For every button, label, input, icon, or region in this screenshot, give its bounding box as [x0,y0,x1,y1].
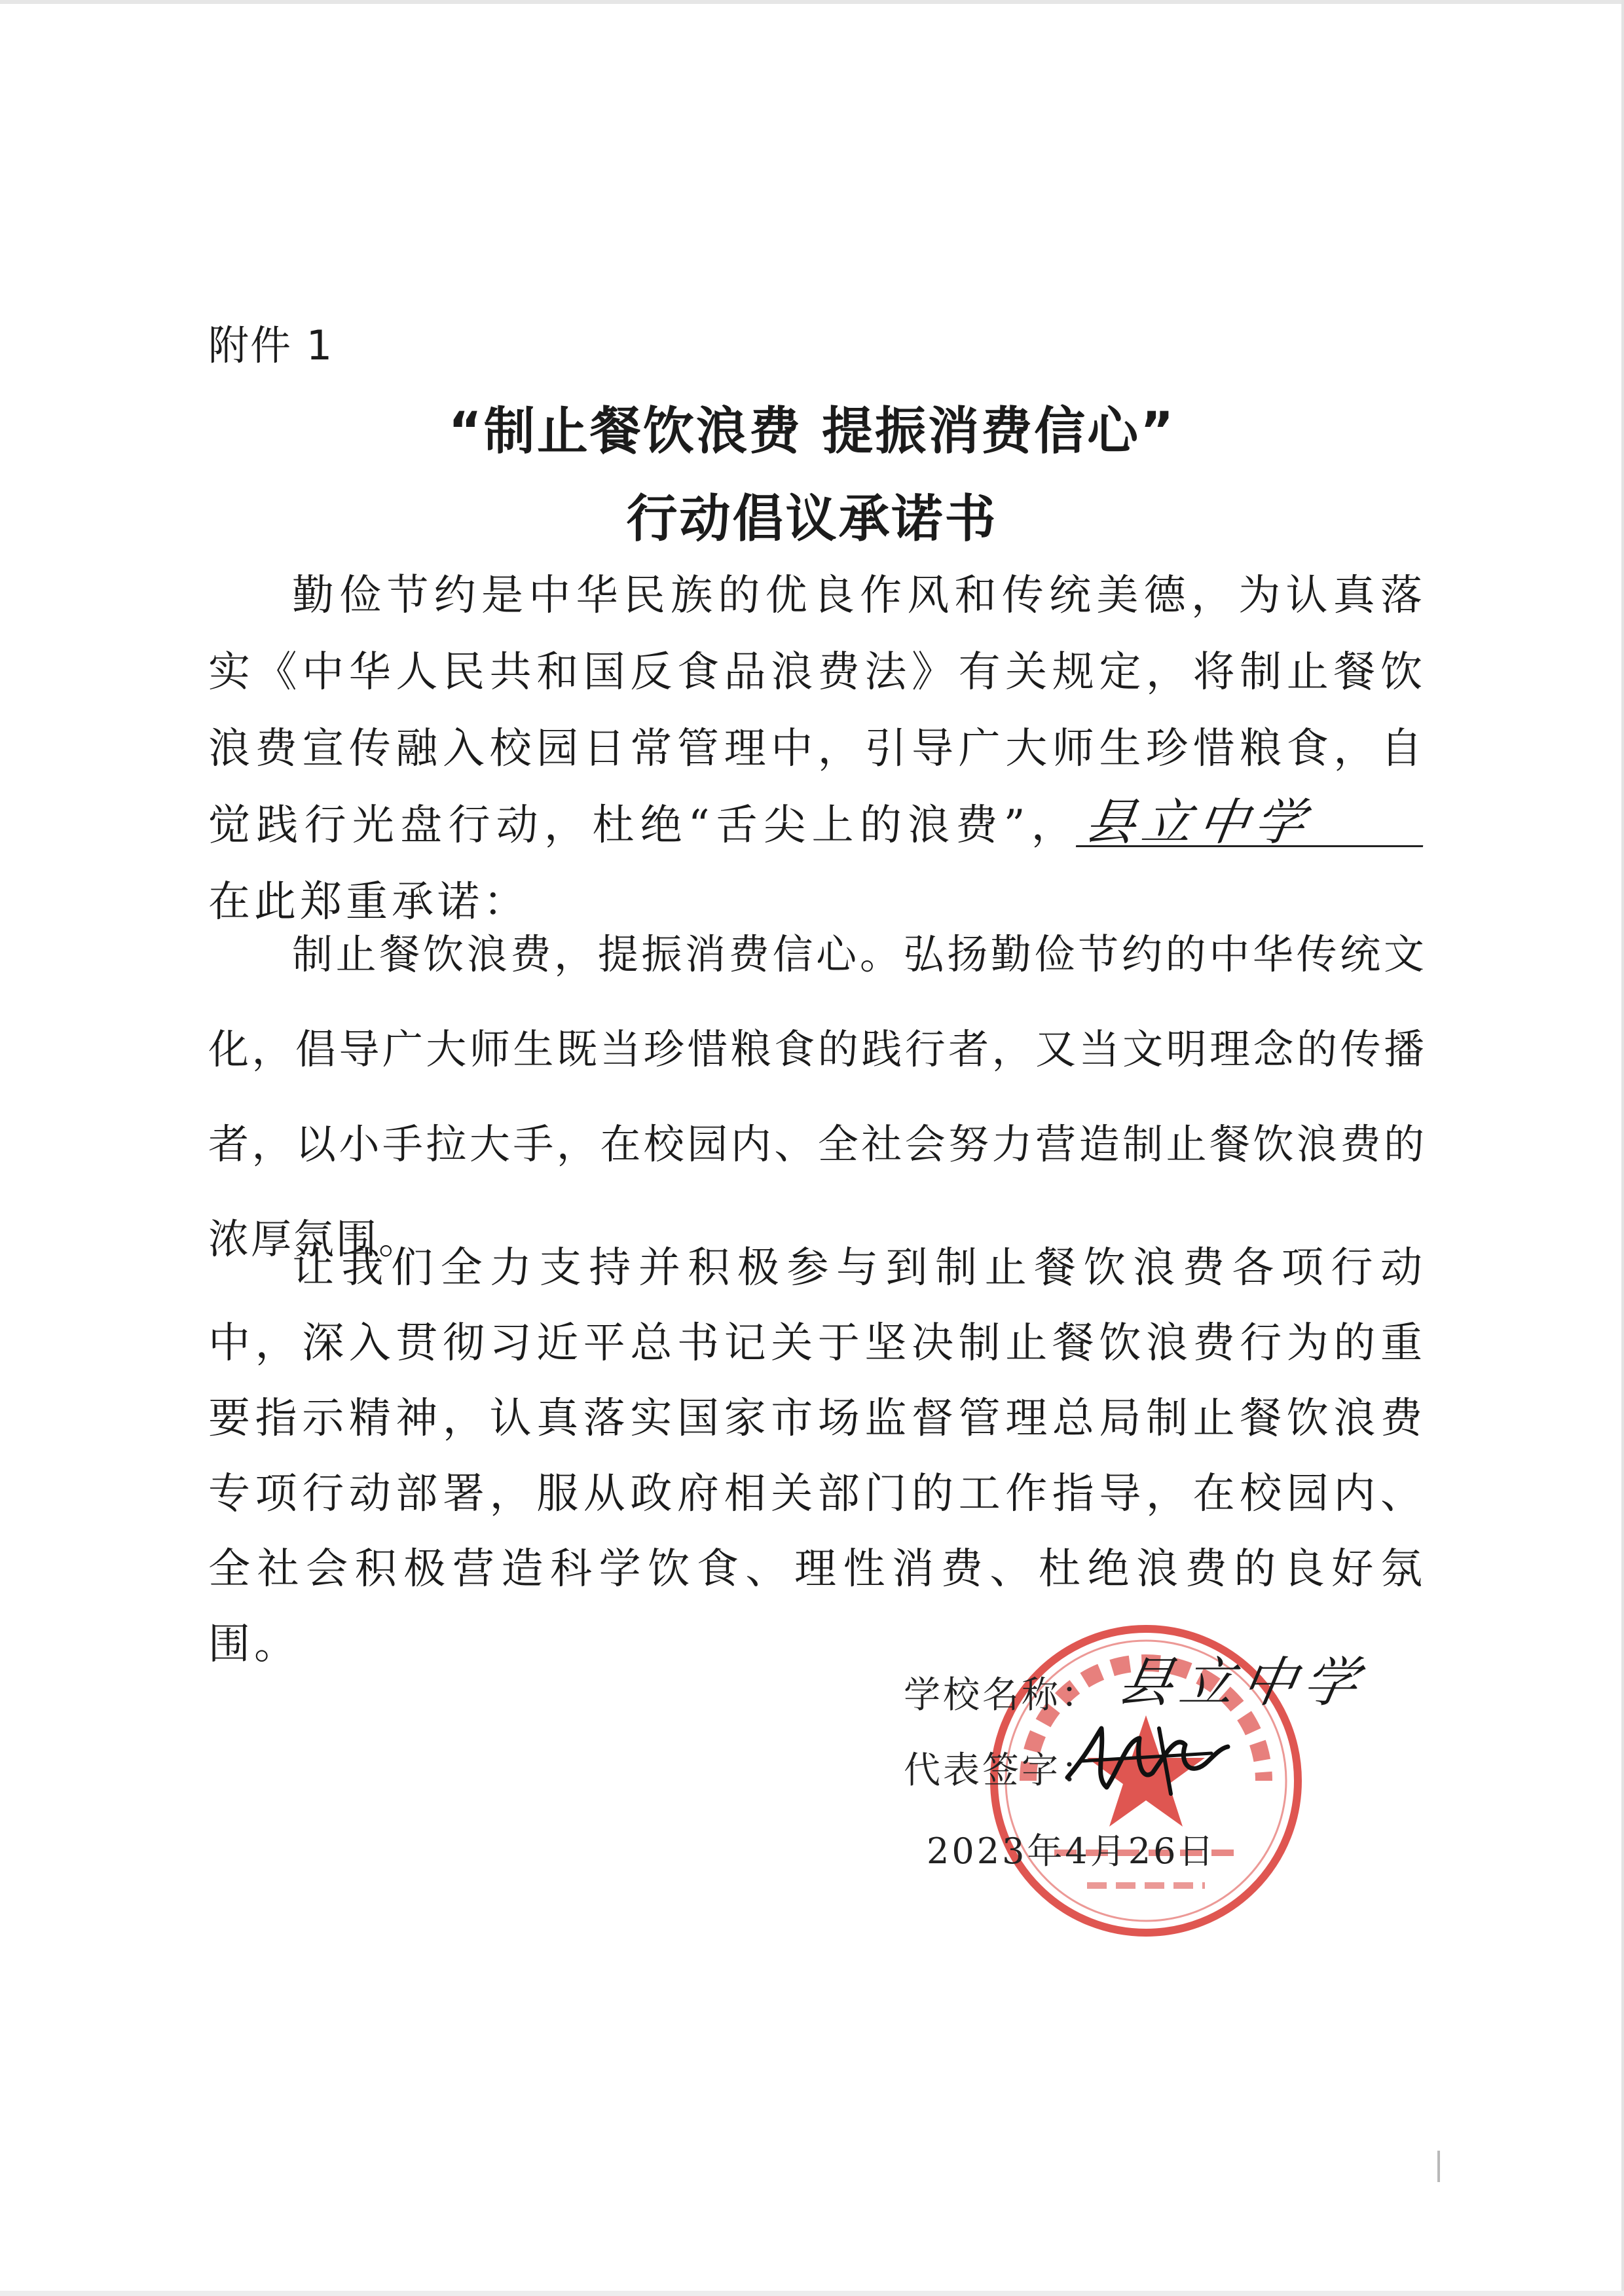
school-name-label: 学校名称： [904,1674,1100,1717]
scan-edge-top [0,0,1624,4]
intro-text-after: 在此郑重承诺： [208,878,529,926]
signing-date: 2023年4月26日 [927,1831,1217,1872]
title-line-2: 行动倡议承诺书 [626,490,998,549]
signature-block [904,1604,1493,1971]
attachment-label: 附件 1 [208,321,334,369]
school-name-handwritten: 县立中学 [1113,1652,1371,1714]
pledge-paragraph [208,907,1426,1286]
scan-artifact-mark [1437,2151,1440,2182]
handwritten-signature [1061,1715,1231,1807]
scan-edge-right [1621,0,1624,2296]
handwritten-school-name: 县立中学 [1076,799,1430,847]
support-text: 让我们全力支持并积极参与到制止餐饮浪费各项行动中，深入贯彻习近平总书记关于坚决制止餐饮浪费行为的重要指示精神，认真落实国家市场监督管理总局制止餐饮浪费专项行动部署，服从政府相关部门的工作指导，在校园内、全社会积极营造科学饮食、理性消费、杜绝浪费的良好氛围。 [208,1244,1426,1669]
representative-label: 代表签字： [904,1749,1100,1792]
intro-text-before: 勤俭节约是中华民族的优良作风和传统美德，为认真落实《中华人民共和国反食品浪费法》有关规定，将制止餐饮浪费宣传融入校园日常管理中，引导广大师生珍惜粮食，自觉践行光盘行动，杜绝“舌尖上的浪费”， [208,572,1426,850]
title-line-1: “制止餐饮浪费 提振消费信心” [448,402,1176,461]
pledge-text: 制止餐饮浪费，提振消费信心。弘扬勤俭节约的中华传统文化，倡导广大师生既当珍惜粮食的践行者，又当文明理念的传播者，以小手拉大手，在校园内、全社会努力营造制止餐饮浪费的浓厚氛围。 [208,930,1426,1263]
scan-edge-bottom [0,2291,1624,2296]
intro-paragraph [208,558,1426,941]
